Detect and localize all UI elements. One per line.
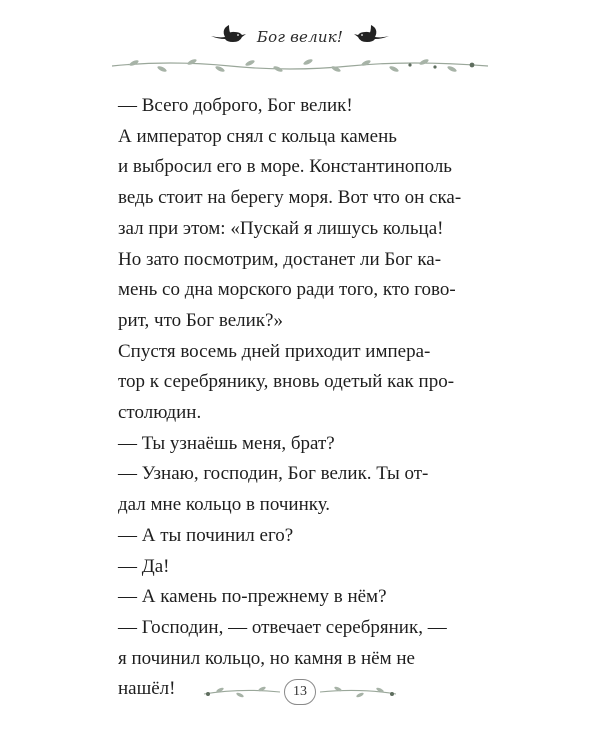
header-row xyxy=(0,20,600,54)
body-text xyxy=(118,91,480,705)
bird-icon xyxy=(209,24,247,50)
text-line: дал мне кольцо в починку. xyxy=(118,494,331,516)
text-line: — Да! xyxy=(118,555,170,577)
page-header xyxy=(0,14,600,84)
text-line: — Узнаю, господин, Бог велик. Ты от- xyxy=(118,463,429,485)
text-line: Но зато посмотрим, достанет ли Бог ка- xyxy=(118,248,442,270)
text-line: тор к серебрянику, вновь одетый как про- xyxy=(118,371,455,393)
text-line: — Господин, — отвечает серебряник, — xyxy=(118,616,447,638)
page-number: 13 xyxy=(284,679,316,705)
text-line: — А ты починил его? xyxy=(118,524,294,546)
text-line: нашёл! xyxy=(118,678,176,700)
text-line: — Всего доброго, Бог велик! xyxy=(118,95,353,116)
text-line: я починил кольцо, но камня в нём не xyxy=(118,647,415,669)
text-line: мень со дна морского ради того, кто гово- xyxy=(118,279,456,301)
vine-ornament-icon xyxy=(110,54,490,78)
running-header-title: Бог велик! xyxy=(256,28,344,46)
text-line: Спустя восемь дней приходит импера- xyxy=(118,340,431,362)
text-line: зал при этом: «Пускай я лишусь кольца! xyxy=(118,217,444,239)
text-line: А император снял с кольца камень xyxy=(118,125,397,147)
text-line: и выбросил его в море. Константинополь xyxy=(118,156,452,178)
bird-icon xyxy=(353,24,391,50)
page-footer xyxy=(0,672,600,712)
text-line: рит, что Бог велик?» xyxy=(118,309,283,331)
text-line: столюдин. xyxy=(118,402,202,424)
text-line: — Ты узнаёшь меня, брат? xyxy=(118,432,335,454)
text-line: ведь стоит на берегу моря. Вот что он ска- xyxy=(118,187,462,209)
text-line: — А камень по-прежнему в нём? xyxy=(118,586,387,608)
